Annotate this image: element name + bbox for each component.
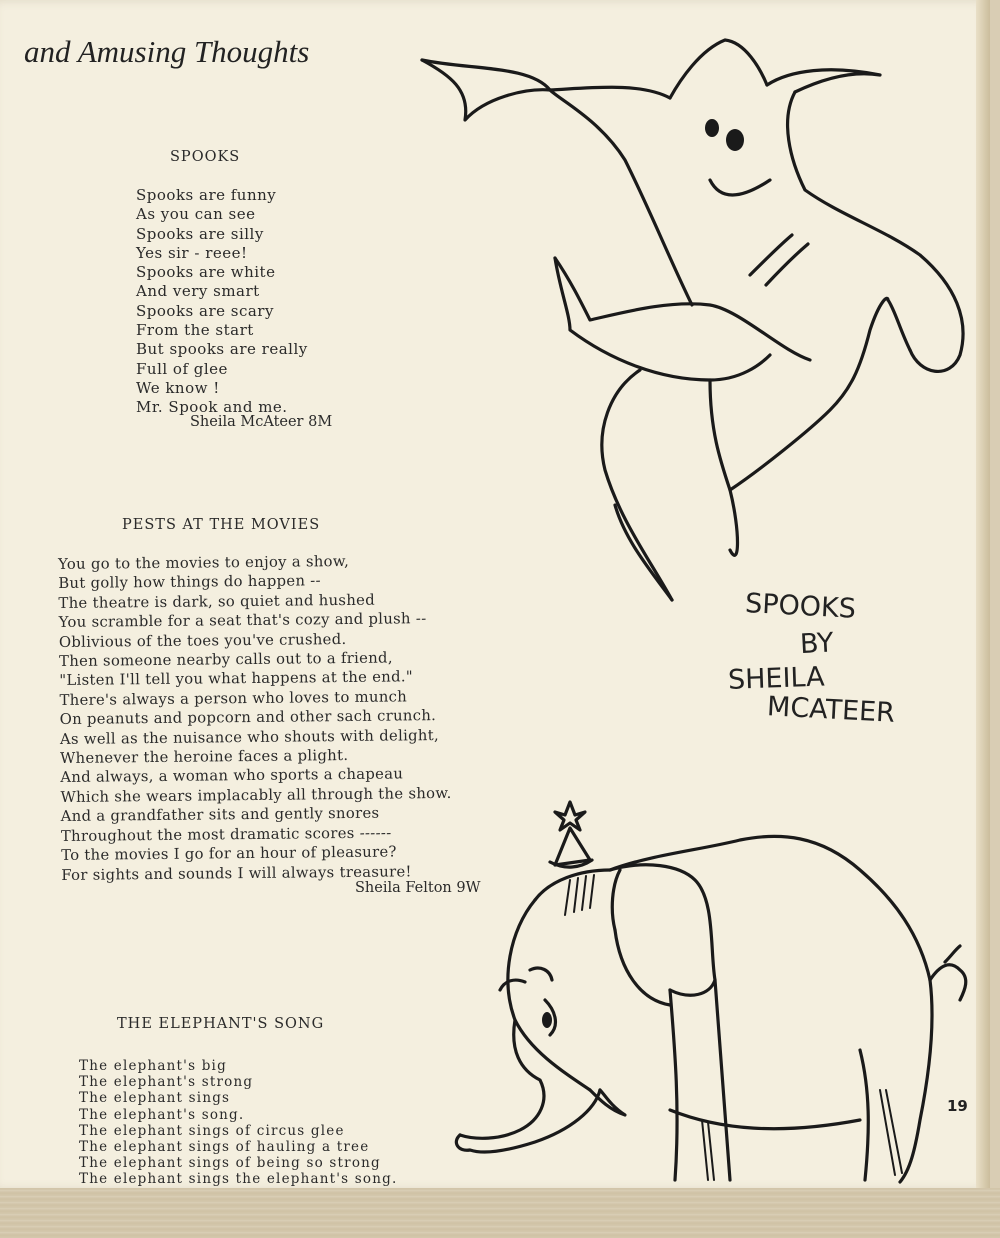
poem-line: Whenever the heroine faces a plight. [60, 747, 349, 768]
poem-line: Then someone nearby calls out to a friend, [59, 649, 393, 671]
page-heading: and Amusing Thoughts [24, 34, 310, 69]
table-background [0, 1188, 1000, 1238]
poem-line: Throughout the most dramatic scores ------ [60, 824, 392, 845]
signature-line: SHEILA [727, 661, 826, 696]
poem-line: Spooks are funny [136, 186, 277, 204]
signature-line: BY [799, 627, 835, 661]
signature-line: SPOOKS [744, 588, 857, 625]
poem-line: The elephant sings of circus glee [79, 1122, 345, 1139]
poem-line: We know ! [136, 378, 220, 397]
poem-line: There's always a person who loves to munch [59, 688, 408, 709]
poem-line: Full of glee [136, 359, 228, 378]
poem-line: On peanuts and popcorn and other sach crunch. [59, 707, 437, 729]
poem-line: And always, a woman who sports a chapeau [60, 765, 404, 787]
poem-line: The theatre is dark, so quiet and hushed [58, 591, 376, 612]
poem-line: The elephant's big [79, 1058, 227, 1074]
poem-line: Spooks are white [136, 263, 276, 282]
poem-line: Which she wears implacably all through the show. [60, 784, 452, 806]
poem-line: The elephant sings the elephant's song. [79, 1171, 398, 1188]
poem-title-pests: PESTS AT THE MOVIES [122, 517, 321, 533]
poem-line: And very smart [136, 282, 260, 301]
poem-line: You go to the movies to enjoy a show, [58, 552, 350, 573]
poem-title-elephant: THE ELEPHANT'S SONG [117, 1016, 325, 1032]
poem-body-elephant [79, 1058, 398, 1188]
poem-body-spooks [136, 186, 308, 418]
elephant-drawing-icon [440, 790, 990, 1190]
signature-line: MCATEER [766, 691, 896, 729]
poem-line: Yes sir - reee! [136, 243, 248, 262]
poem-line: But spooks are really [136, 340, 308, 359]
ghost-drawing-icon [410, 30, 980, 620]
poem-line: Mr. Spook and me. [136, 398, 288, 417]
poem-line: For sights and sounds I will always treasure! [61, 862, 412, 884]
poem-line: "Listen I'll tell you what happens at the end." [59, 668, 414, 690]
poem-line: Spooks are scary [136, 301, 274, 320]
poem-line: As well as the nuisance who shouts with delight, [59, 726, 440, 748]
poem-author-pests: Sheila Felton 9W [355, 880, 481, 896]
poem-line: The elephant sings of being so strong [79, 1155, 381, 1172]
poem-body-pests [58, 551, 452, 885]
poem-line: The elephant's song. [79, 1106, 245, 1123]
poem-line: The elephant sings of hauling a tree [79, 1139, 370, 1156]
poem-line: You scramble for a seat that's cozy and plush -- [58, 610, 427, 632]
artist-signature [725, 588, 955, 729]
poem-line: From the start [136, 321, 254, 340]
poem-line: But golly how things do happen -- [58, 572, 321, 593]
poem-line: The elephant sings [79, 1090, 231, 1107]
poem-line: To the movies I go for an hour of pleasure? [61, 843, 397, 865]
poem-title-spooks: SPOOKS [170, 149, 241, 165]
poem-line: Spooks are silly [136, 224, 264, 243]
poem-line: Oblivious of the toes you've crushed. [58, 630, 347, 651]
page-number: 19 [947, 1097, 968, 1115]
poem-line: The elephant's strong [79, 1074, 254, 1091]
poem-line: As you can see [136, 205, 256, 224]
poem-line: And a grandfather sits and gently snores [60, 804, 380, 826]
poem-author-spooks: Sheila McAteer 8M [190, 414, 333, 430]
